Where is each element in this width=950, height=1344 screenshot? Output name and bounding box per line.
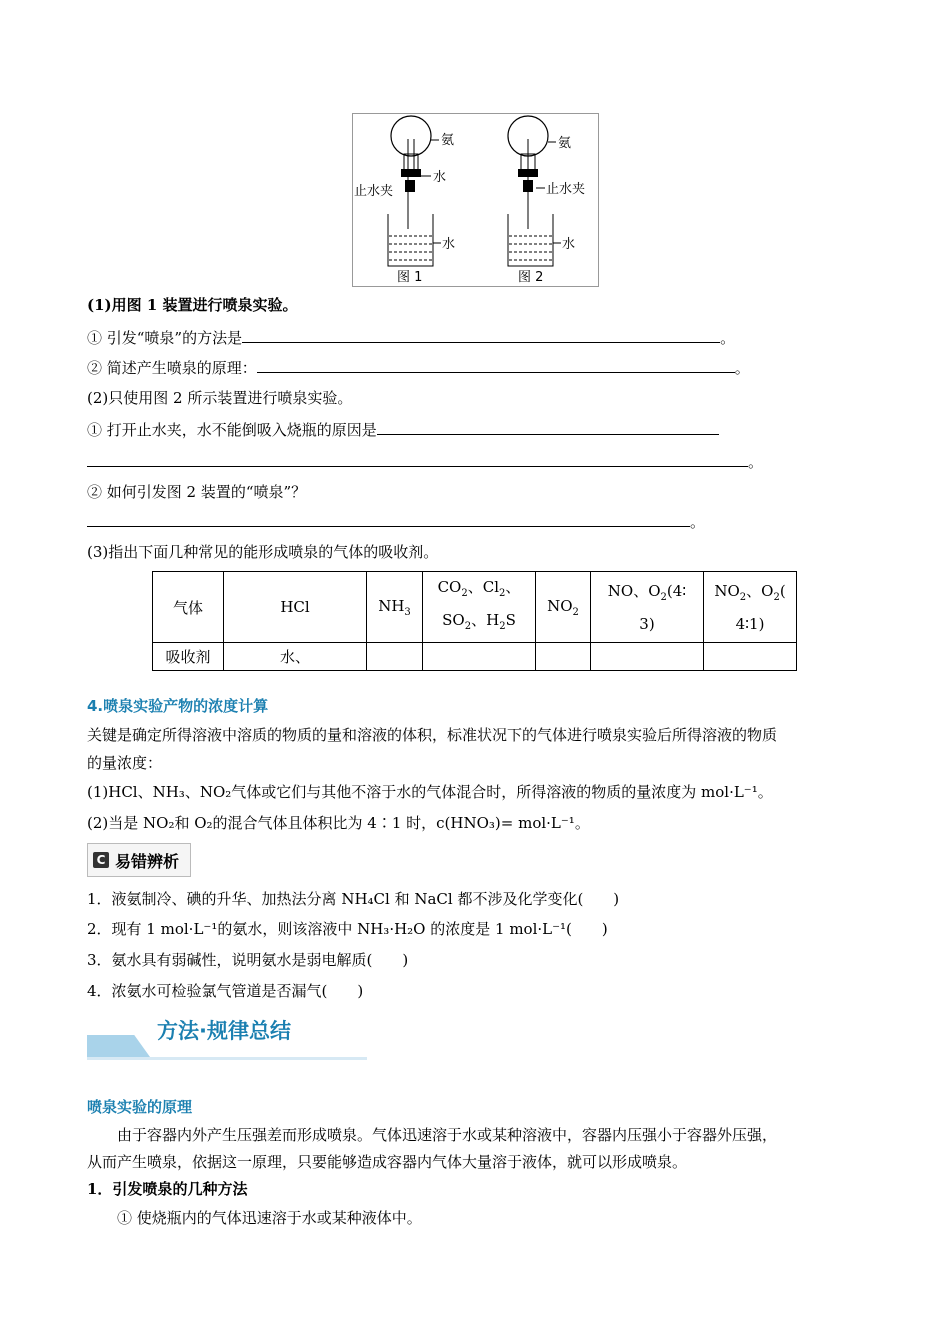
td-no2-o2-absorbent[interactable] bbox=[704, 643, 797, 671]
q2-b-cont bbox=[87, 511, 705, 533]
fig1-gas-label: 氨 bbox=[441, 133, 455, 148]
error-item-2: 2．现有 1 mol·L⁻¹的氨水，则该溶液中 NH₃·H₂O 的浓度是 1 mol·L⁻¹( ) bbox=[87, 920, 608, 938]
fig1-clamp-label: 止水夹 bbox=[354, 184, 394, 199]
error-item-4: 4．浓氨水可检验氯气管道是否漏气( ) bbox=[87, 982, 364, 1000]
method-p3: ① 使烧瓶内的气体迅速溶于水或某种液体中。 bbox=[117, 1209, 422, 1227]
tag-label: 易错辨析 bbox=[115, 851, 180, 871]
q2-a-text: ① 打开止水夹，水不能倒吸入烧瓶的原因是 bbox=[87, 421, 377, 439]
q1-b-end: 。 bbox=[734, 359, 750, 377]
fig2-gas-label: 氨 bbox=[558, 136, 572, 151]
th-no2: $NO_2$ bbox=[536, 572, 591, 643]
method-banner-title: 方法·规律总结 bbox=[157, 1019, 291, 1043]
td-co2-absorbent[interactable] bbox=[423, 643, 536, 671]
method-p1: 由于容器内外产生压强差而形成喷泉。气体迅速溶于水或某种溶液中，容器内压强小于容器外压强， bbox=[117, 1126, 778, 1144]
fig2-clamp-label: 止水夹 bbox=[546, 182, 586, 197]
absorbent-table bbox=[152, 571, 797, 671]
q1-b-text: ② 简述产生喷泉的原理： bbox=[87, 359, 257, 377]
method-subtitle: 喷泉实验的原理 bbox=[87, 1098, 193, 1116]
sec4-p1b: 的量浓度： bbox=[87, 754, 163, 772]
q2-title: (2)只使用图 2 所示装置进行喷泉实验。 bbox=[87, 389, 353, 407]
th-no2-o2: $NO_2$、$O_2$( 4∶1) bbox=[704, 572, 797, 643]
sec4-p3: (2)当是 NO₂和 O₂的混合气体且体积比为 4∶1 时，c(HNO₃)= mol·L⁻¹。 bbox=[87, 814, 590, 832]
tag-icon: C bbox=[93, 852, 109, 868]
td-absorbent-label: 吸收剂 bbox=[153, 643, 224, 671]
q2-b-blank[interactable] bbox=[87, 511, 690, 527]
td-no-o2-absorbent[interactable] bbox=[591, 643, 704, 671]
error-item-3: 3．氨水具有弱碱性，说明氨水是弱电解质( ) bbox=[87, 951, 409, 969]
q2-a-cont bbox=[87, 451, 763, 473]
q1-title: (1)用图 1 装置进行喷泉实验。 bbox=[87, 296, 298, 314]
error-item-1: 1．液氨制冷、碘的升华、加热法分离 NH₄Cl 和 NaCl 都不涉及化学变化( ) bbox=[87, 890, 620, 908]
td-nh3-absorbent[interactable] bbox=[367, 643, 423, 671]
th-nh3: $NH_3$ bbox=[367, 572, 423, 643]
sec4-p1: 关键是确定所得溶液中溶质的物质的量和溶液的体积，标准状况下的气体进行喷泉实验后所得溶液的物质 bbox=[87, 726, 778, 744]
q2-b-end: 。 bbox=[690, 513, 706, 531]
method-p2: 从而产生喷泉，依据这一原理，只要能够造成容器内气体大量溶于液体，就可以形成喷泉。 bbox=[87, 1153, 688, 1171]
q2-a-blank2[interactable] bbox=[87, 451, 748, 467]
q1-a-end: 。 bbox=[720, 329, 736, 347]
q2-a bbox=[87, 419, 719, 441]
th-no-o2: NO、$O_2(4∶$ 3) bbox=[591, 572, 704, 643]
th-co2-group: $CO_2$、$Cl_2$、 $SO_2$、$H_2S$ bbox=[423, 572, 536, 643]
fig2-caption: 图 2 bbox=[518, 270, 544, 285]
error-analysis-tag bbox=[87, 843, 191, 877]
fig1-caption: 图 1 bbox=[397, 270, 423, 285]
banner-underline bbox=[87, 1057, 367, 1060]
th-hcl: HCl bbox=[224, 572, 367, 643]
fig2-water-bottom-label: 水 bbox=[562, 237, 576, 252]
q1-b-blank[interactable] bbox=[257, 357, 735, 373]
fig1-water-top-label: 水 bbox=[433, 170, 447, 185]
q2-b: ② 如何引发图 2 装置的“喷泉”？ bbox=[87, 483, 307, 501]
apparatus-figure bbox=[352, 113, 599, 287]
fig1-water-bottom-label: 水 bbox=[442, 237, 456, 252]
q1-a bbox=[87, 327, 735, 349]
q1-b bbox=[87, 357, 750, 379]
banner-wedge bbox=[87, 1035, 150, 1057]
q2-a-end: 。 bbox=[748, 453, 764, 471]
q1-a-blank[interactable] bbox=[242, 327, 720, 343]
q3-title: (3)指出下面几种常见的能形成喷泉的气体的吸收剂。 bbox=[87, 543, 439, 561]
q2-a-blank[interactable] bbox=[377, 419, 719, 435]
td-hcl-absorbent: 水、 bbox=[224, 643, 367, 671]
td-no2-absorbent[interactable] bbox=[536, 643, 591, 671]
q1-a-text: ① 引发“喷泉”的方法是 bbox=[87, 329, 243, 347]
method-h1: 1．引发喷泉的几种方法 bbox=[87, 1180, 248, 1198]
sec4-title: 4.喷泉实验产物的浓度计算 bbox=[87, 697, 269, 715]
th-gas: 气体 bbox=[153, 572, 224, 643]
apparatus-drawing bbox=[353, 114, 598, 286]
sec4-p2: (1)HCl、NH₃、NO₂气体或它们与其他不溶于水的气体混合时，所得溶液的物质的量浓度为 mol·L⁻¹。 bbox=[87, 783, 773, 801]
